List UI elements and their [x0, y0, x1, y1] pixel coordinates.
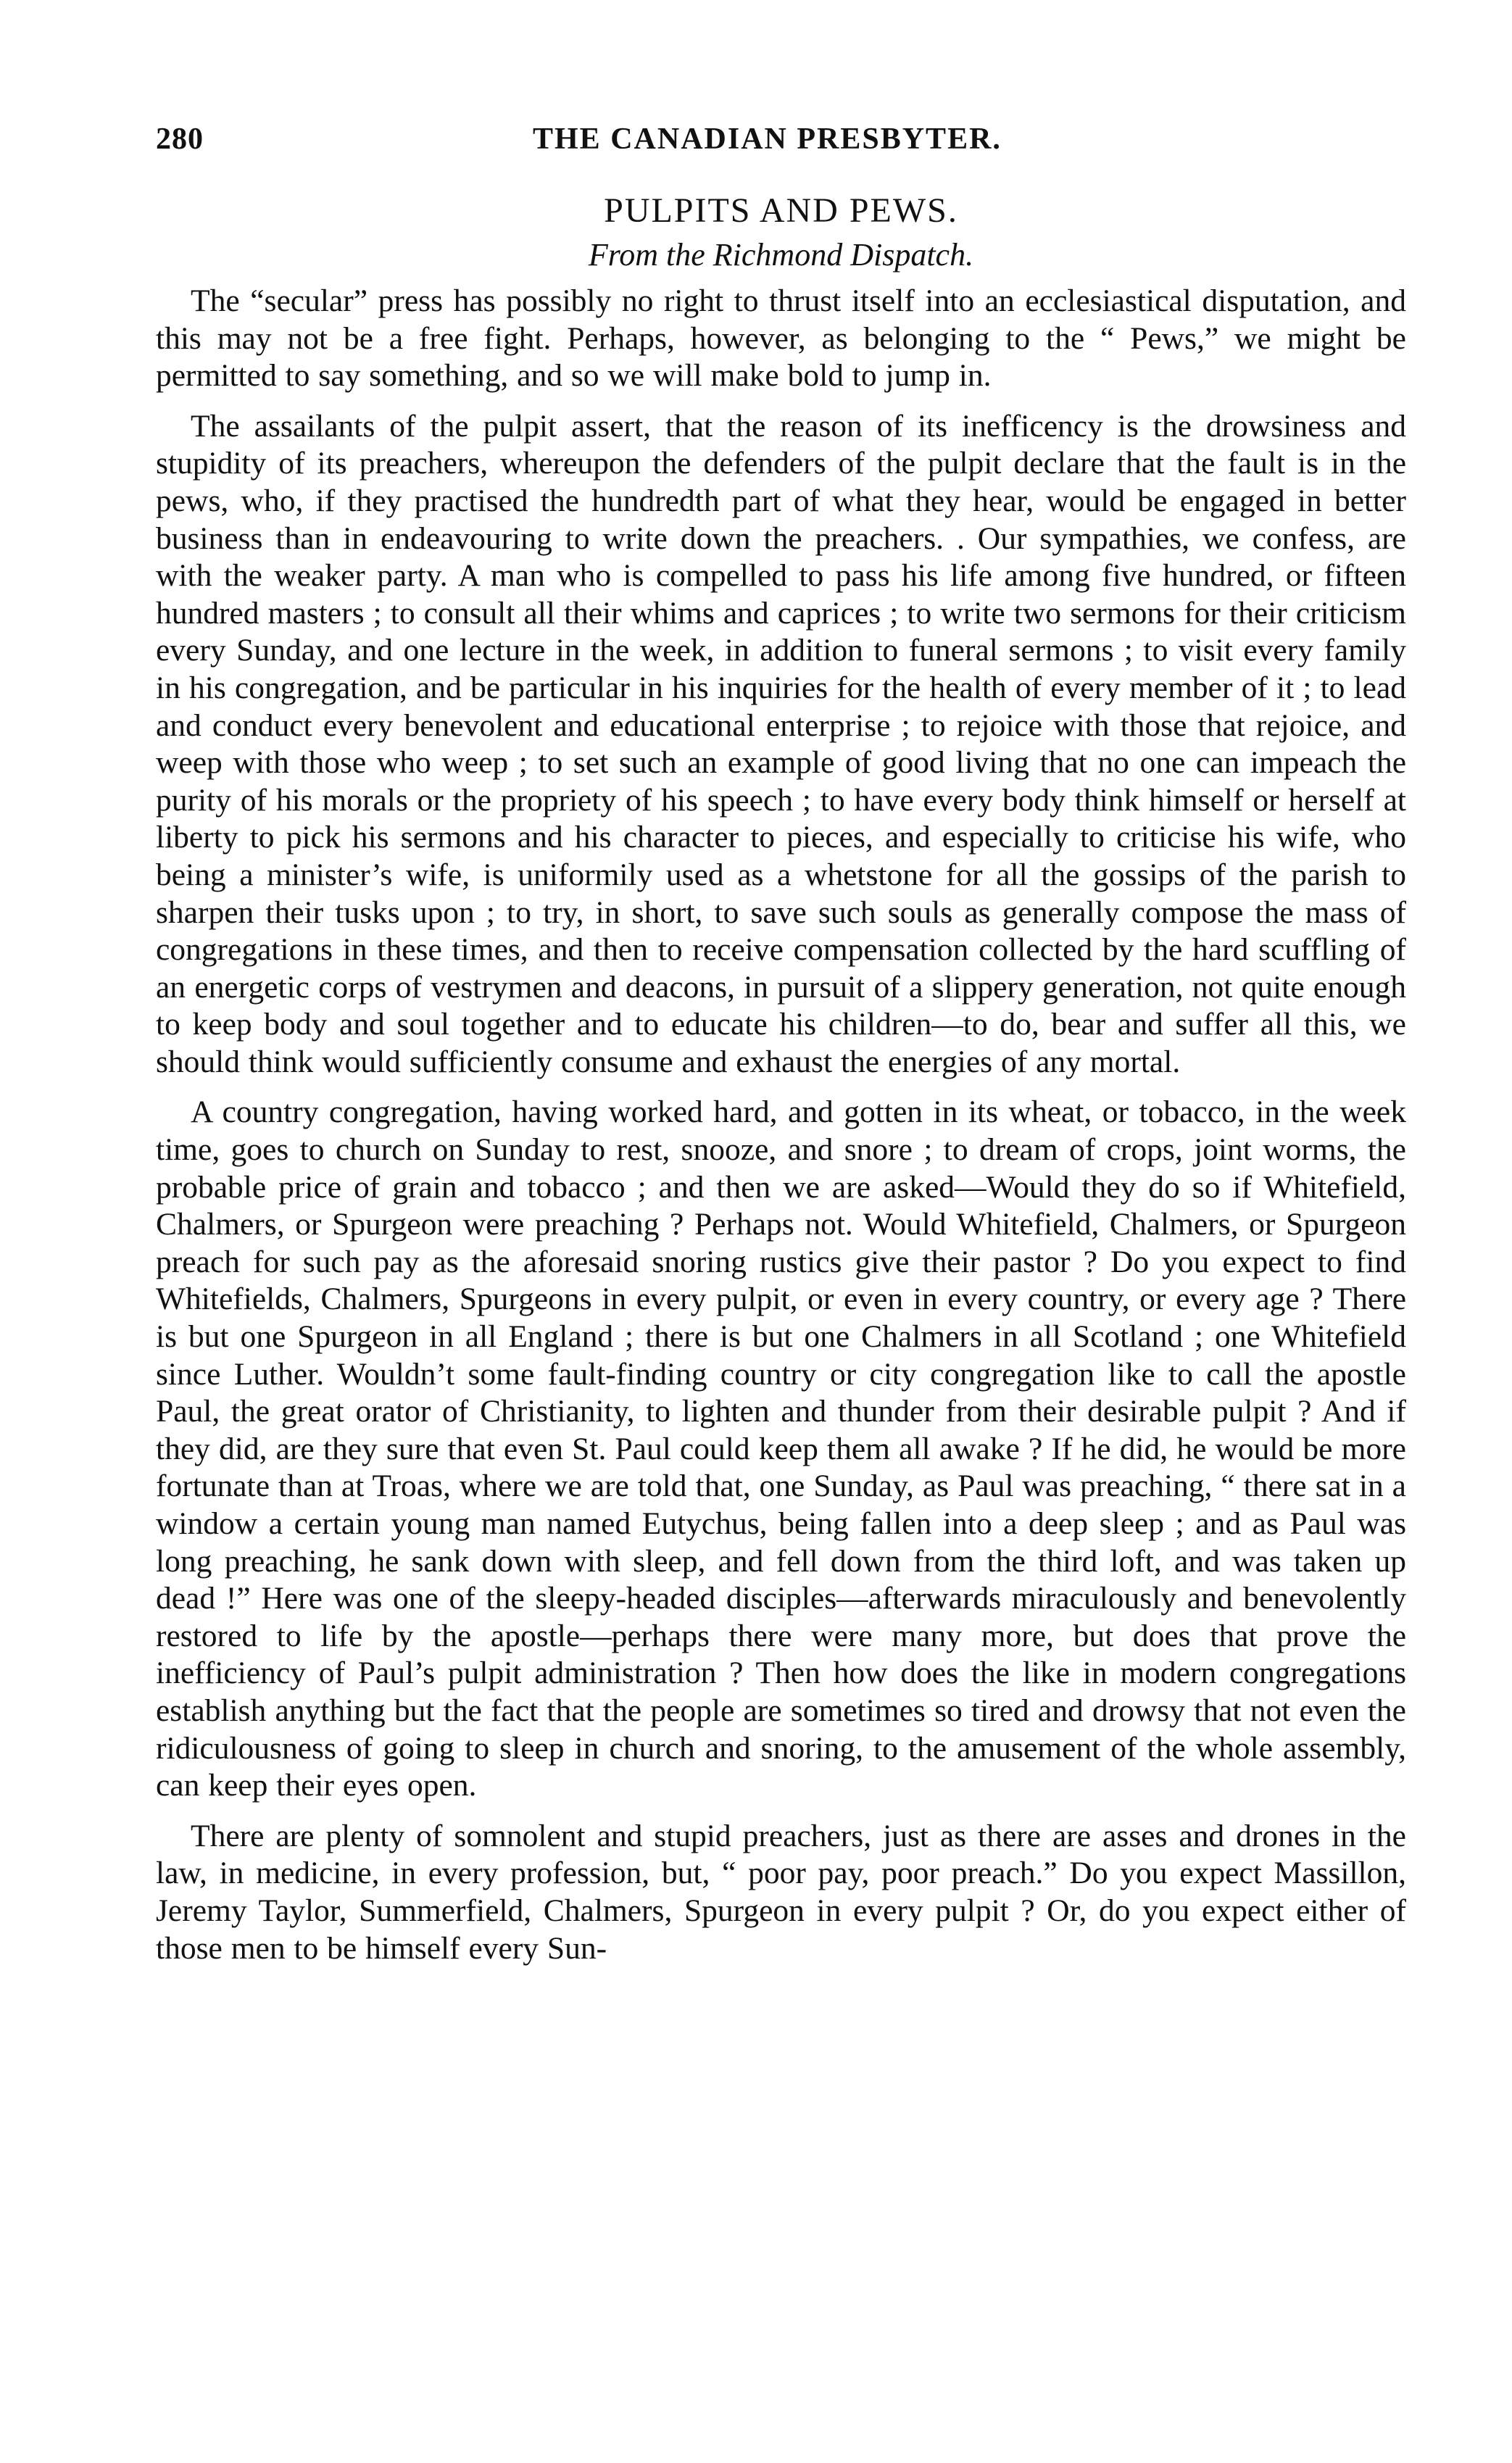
journal-title: THE CANADIAN PRESBYTER. — [533, 122, 1002, 156]
article-source: From the Richmond Dispatch. — [588, 237, 974, 273]
article — [156, 190, 1406, 1980]
paragraph-2: The assailants of the pulpit assert, that the reason of its inefficency is the drowsiness and stupidity of its preachers, whereupon the defenders of the pulpit declare that the fault is in the pews, who, if they practised the hundredth part of what they hear, would be engaged in better business than in endeavouring to write down the preachers. . Our sympathies, we confess, are with the weaker party. A man who is compelled to pass his life among five hundred, or fifteen hundred masters ; to consult all their whims and caprices ; to write two sermons for their criticism every Sunday, and one lecture in the week, in addition to funeral sermons ; to visit every family in his congregation, and be particular in his inquiries for the health of every member of it ; to lead and conduct every benevolent and educational enterprise ; to rejoice with those that rejoice, and weep with those who weep ; to set such an example of good living that no one can impeach the purity of his morals or the propriety of his speech ; to have every body think himself or herself at liberty to pick his sermons and his character to pieces, and especially to criticise his wife, who being a minister’s wife, is uniformily used as a whetstone for all the gossips of the parish to sharpen their tusks upon ; to try, in short, to save such souls as generally compose the mass of congregations in these times, and then to receive compensation collected by the hard scuffling of an energetic corps of vestrymen and deacons, in pursuit of a slippery generation, not quite enough to keep body and soul together and to educate his children—to do, bear and suffer all this, we should think would sufficiently consume and exhaust the energies of any mortal. — [156, 408, 1406, 1079]
paragraph-4: There are plenty of somnolent and stupid preachers, just as there are asses and drones in the law, in medicine, in every profession, but, “ poor pay, poor preach.” Do you expect Massillon, Jeremy Taylor, Summerfield, Chalmers, Spurgeon in every pulpit ? Or, do you expect either of those men to be himself every Sun- — [156, 1818, 1406, 1966]
running-head — [156, 122, 1417, 165]
paragraph-3: A country congregation, having worked hard, and gotten in its wheat, or tobacco, in the week time, goes to church on Sunday to rest, snooze, and snore ; to dream of crops, joint worms, the probable price of grain and tobacco ; and then we are asked—Would they do so if Whitefield, Chalmers, or Spurgeon were preaching ? Perhaps not. Would Whitefield, Chalmers, or Spurgeon preach for such pay as the aforesaid snoring rustics give their pastor ? Do you expect to find Whitefields, Chalmers, Spurgeons in every pulpit, or even in every country, or every age ? There is but one Spurgeon in all England ; there is but one Chalmers in all Scotland ; one Whitefield since Luther. Wouldn’t some fault-finding country or city congregation like to call the apostle Paul, the great orator of Christianity, to lighten and thunder from their desirable pulpit ? And if they did, are they sure that even St. Paul could keep them all awake ? If he did, he would be more fortunate than at Troas, where we are told that, one Sunday, as Paul was preaching, “ there sat in a window a certain young man named Eutychus, being fallen into a deep sleep ; and as Paul was long preaching, he sank down with sleep, and fell down from the third loft, and was taken up dead !” Here was one of the sleepy-headed disciples—afterwards miraculously and benevolently restored to life by the apostle—perhaps there were many more, but does that prove the inefficiency of Paul’s pulpit administration ? Then how does the like in modern congregations establish anything but the fact that the people are sometimes so tired and drowsy that not even the ridiculousness of going to sleep in church and snoring, to the amusement of the whole assembly, can keep their eyes open. — [156, 1095, 1406, 1803]
paragraph-1: The “secular” press has possibly no right to thrust itself into an ecclesiastical disputation, and this may not be a free fight. Perhaps, however, as belonging to the “ Pews,” we might be permitted to say something, and so we will make bold to jump in. — [156, 283, 1406, 394]
article-title: PULPITS AND PEWS. — [604, 191, 958, 230]
page-number: 280 — [156, 122, 204, 156]
